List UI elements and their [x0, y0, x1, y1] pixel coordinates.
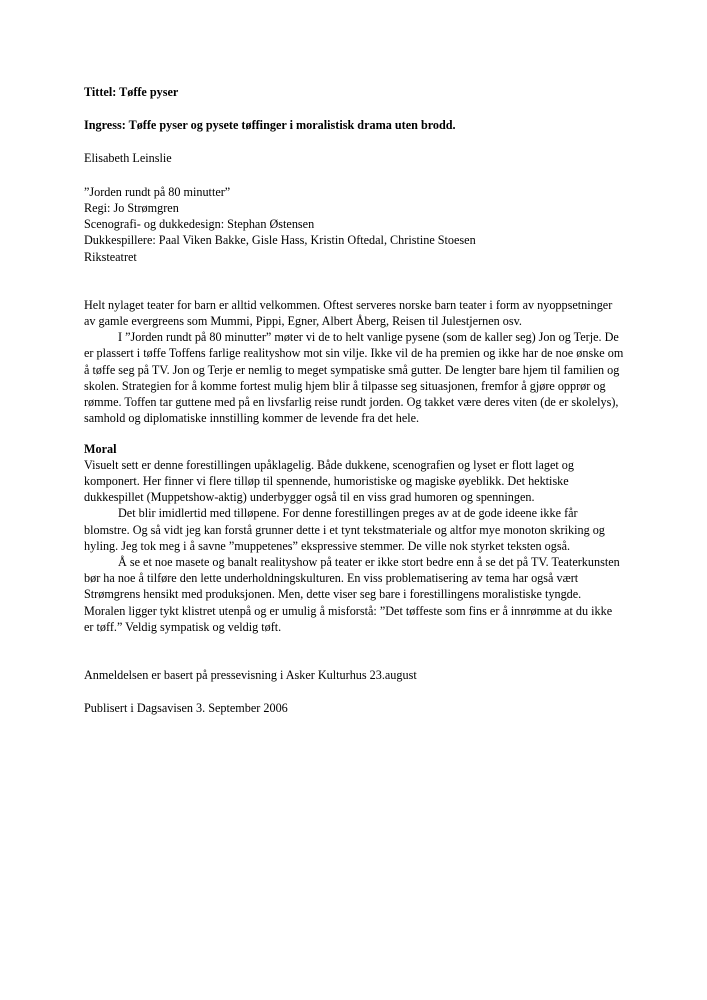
spacer — [84, 683, 624, 700]
document-author: Elisabeth Leinslie — [84, 151, 172, 166]
document-ingress: Ingress: Tøffe pyser og pysete tøffinger i moralistisk drama uten brodd. — [84, 118, 456, 133]
review-basis-note: Anmeldelsen er basert på pressevisning i Asker Kulturhus 23.august — [84, 668, 417, 683]
spacer — [84, 100, 624, 117]
credit-director: Regi: Jo Strømgren — [84, 200, 179, 215]
publication-info: Publisert i Dagsavisen 3. September 2006 — [84, 701, 288, 716]
spacer — [84, 133, 624, 150]
credit-puppeteers: Dukkespillere: Paal Viken Bakke, Gisle Hass, Kristin Oftedal, Christine Stoesen — [84, 233, 476, 248]
body-paragraph: Helt nylaget teater for barn er alltid velkommen. Oftest serveres norske barn teater i form av nyoppsetninger av gamle evergreens som Mummi, Pippi, Egner, Albert Åberg, Reisen til Julestjernen osv. — [84, 297, 613, 328]
spacer — [84, 635, 624, 667]
section-heading-moral: Moral — [84, 441, 117, 456]
body-paragraph: I ”Jorden rundt på 80 minutter” møter vi de to helt vanlige pysene (som de kaller seg) Jon og Terje. De er plassert i tøffe Toffens farlige realityshow mot sin vilje. Ikke vil de ha premien og ikke har de noe ønske om å tøffe seg på TV. Jon og Terje er nemlig to meget sympatiske små gutter. De lengter bare hjem til familien og skolen. Strategien for å komme fortest mulig hjem blir å tilpasse seg situasjonen, fremfor å gjøre opprør og rømme. Toffen tar guttene med på en livsfarlig reise rundt jorden. Og takket være deres viten (de er skolelys), samhold og diplomatiske innstilling kommer de levende fra det hele. — [84, 330, 624, 426]
credit-company: Riksteatret — [84, 249, 137, 264]
document-body — [84, 84, 624, 717]
body-paragraph: Visuelt sett er denne forestillingen upåklagelig. Både dukkene, scenografien og lyset er flott laget og komponert. Her finner vi flere tilløp til spennende, humoristiske og magiske øyeblikk. Det hektiske dukkespillet (Muppetshow-aktig) underbygger også til en viss grad humoren og spenningen. — [84, 457, 574, 505]
spacer — [84, 427, 624, 441]
credit-production-title: ”Jorden rundt på 80 minutter” — [84, 184, 231, 199]
document-title: Tittel: Tøffe pyser — [84, 85, 179, 99]
credit-design: Scenografi- og dukkedesign: Stephan Østensen — [84, 217, 315, 232]
spacer — [84, 265, 624, 297]
spacer — [84, 167, 624, 184]
body-paragraph: Det blir imidlertid med tilløpene. For denne forestillingen preges av at de gode ideene ikke får blomstre. Og så vidt jeg kan forstå grunner dette i et tynt tekstmateriale og altfor mye monoton skriking og hyling. Jeg tok meg i å savne ”muppetenes” ekspressive stemmer. De ville nok styrket teksten også. — [84, 506, 605, 553]
body-paragraph: Å se et noe masete og banalt realityshow på teater er ikke stort bedre enn å se det på TV. Teaterkunsten bør ha noe å tilføre den lette underholdningskulturen. En viss problematisering av tema har også vært Strømgrens hensikt med produksjonen. Men, dette viser seg bare i forestillingens moralistiske tyngde. Moralen ligger tykt klistret utenpå og er umulig å misforstå: ”Det tøffeste som fins er å innrømme at du ikke er tøff.” Veldig sympatisk og veldig tøft. — [84, 555, 620, 634]
